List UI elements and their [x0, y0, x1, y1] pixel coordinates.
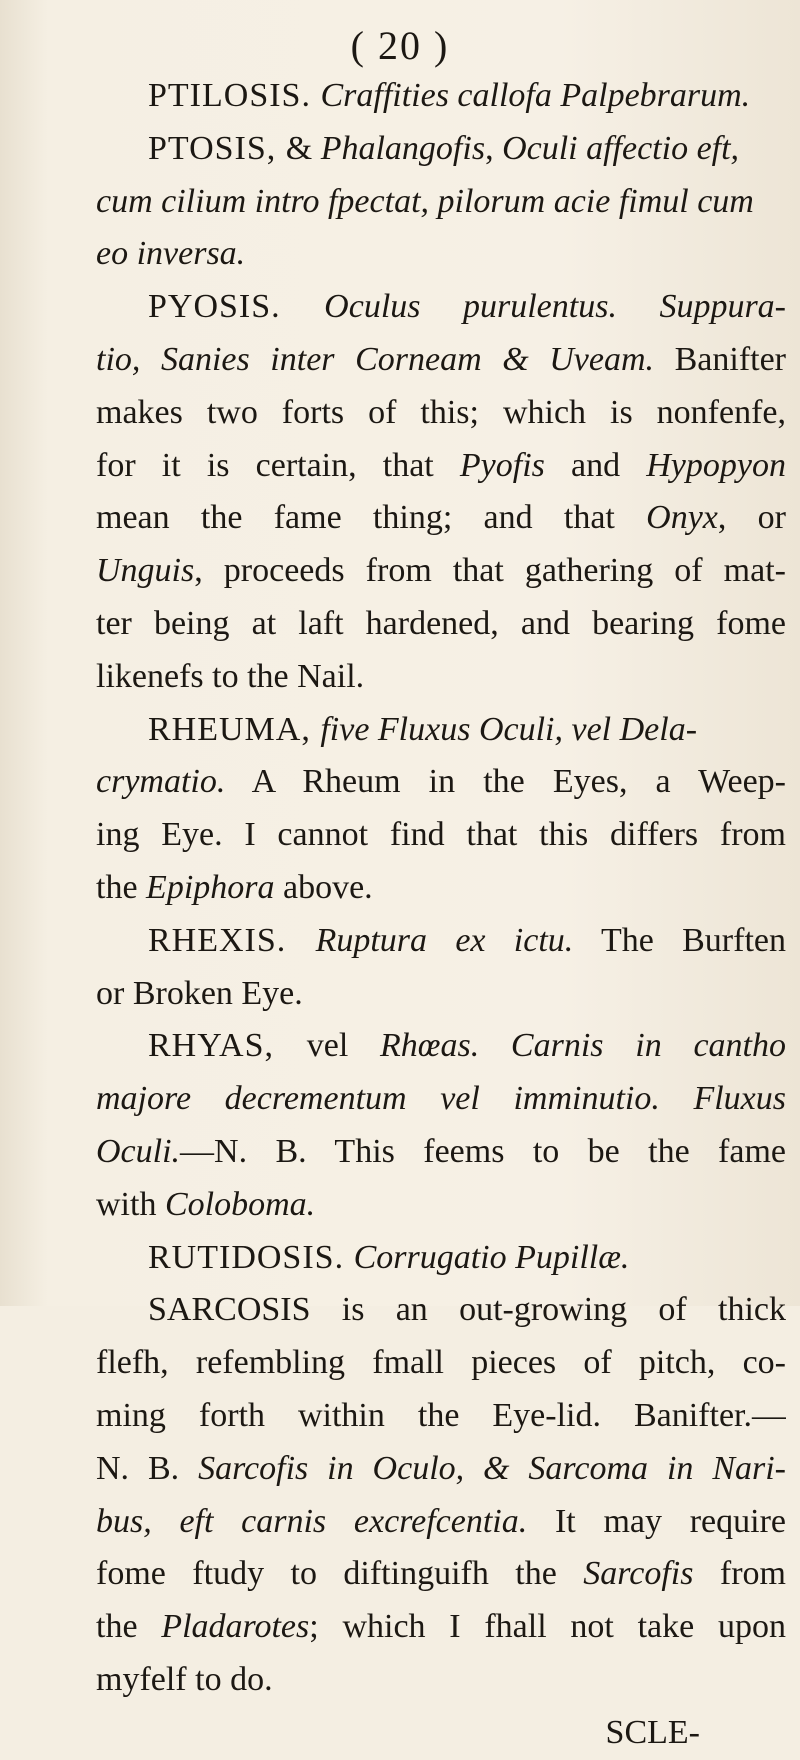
roman-text: RHYAS, [148, 1027, 307, 1065]
text-line [96, 70, 786, 123]
roman-text: , or [717, 499, 786, 537]
roman-text: and [544, 446, 647, 484]
text-line [96, 1390, 786, 1443]
roman-text: , [485, 129, 503, 167]
body-text [96, 70, 786, 1760]
text-line [96, 1496, 786, 1549]
roman-text: , proceeds from that gathering of mat- [194, 552, 786, 590]
italic-text: Oculi. [96, 1132, 181, 1170]
text-line [96, 228, 786, 281]
roman-text: mean the fame thing; and that [96, 499, 647, 537]
italic-text: Onyx [646, 499, 718, 537]
roman-text: above. [274, 868, 373, 906]
italic-text: Pyofis [459, 446, 545, 484]
page-number: ( 20 ) [350, 23, 450, 68]
italic-text: Hypopyon [646, 446, 786, 484]
text-line [96, 809, 786, 862]
italic-text: eo inversa. [96, 235, 246, 273]
text-line [96, 1337, 786, 1390]
roman-text: —N. B. This feems to be the fame [180, 1132, 786, 1170]
roman-text: RHEUMA, [148, 710, 321, 748]
roman-text: Banifter [654, 340, 786, 378]
roman-text: RUTIDOSIS. [148, 1238, 354, 1276]
text-line [96, 1548, 786, 1601]
text-line [96, 440, 786, 493]
text-line [96, 387, 786, 440]
catchword: SCLE- [605, 1713, 700, 1751]
roman-text: makes two forts of this; which is nonfenfe, [96, 393, 786, 431]
roman-text: RHEXIS. [148, 921, 316, 959]
italic-text: Oculi affectio eft, [502, 129, 740, 167]
italic-text: Epiphora [146, 868, 275, 906]
roman-text: PTILOSIS. [148, 77, 321, 114]
roman-text: with [96, 1185, 165, 1223]
italic-text: Rhœas. Carnis in cantho [380, 1027, 786, 1065]
text-line [96, 1601, 786, 1654]
text-line [96, 176, 786, 229]
italic-text: Pladarotes [161, 1608, 310, 1646]
roman-text: for it is certain, that [96, 446, 460, 484]
roman-text: It may require [527, 1502, 786, 1540]
text-line [96, 545, 786, 598]
roman-text: A Rheum in the Eyes, a Weep- [225, 763, 786, 801]
text-line [96, 704, 786, 757]
text-line [96, 492, 786, 545]
roman-text: & [285, 129, 321, 167]
text-line [96, 1073, 786, 1126]
italic-text: Unguis [96, 552, 195, 590]
italic-text: Craffities callofa Palpebrarum. [320, 77, 751, 114]
roman-text: PTOSIS, [148, 129, 286, 167]
italic-text: bus, eft carnis excrefcentia. [96, 1502, 528, 1540]
italic-text: Phalangofis [320, 129, 486, 167]
text-line [96, 1179, 786, 1232]
roman-text: the [96, 868, 147, 906]
text-line [96, 968, 786, 1021]
italic-text: Coloboma. [164, 1185, 316, 1223]
italic-text: tio, Sanies inter Corneam & Uveam. [96, 340, 655, 378]
italic-text: Ruptura ex ictu. [315, 921, 574, 959]
text-line [96, 1020, 786, 1073]
text-line [96, 1232, 786, 1285]
italic-text: Sarcofis [583, 1555, 694, 1593]
italic-text: crymatio. [96, 763, 226, 801]
roman-text: likenefs to the Nail. [96, 657, 365, 695]
roman-text: vel [306, 1027, 381, 1065]
roman-text: ter being at laft hardened, and bearing fome [96, 604, 786, 642]
text-line [96, 1443, 786, 1496]
roman-text: fome ftudy to diftinguifh the [96, 1555, 584, 1593]
italic-text: Sarcofis in Oculo, & Sarcoma in Nari- [198, 1449, 786, 1487]
italic-text: five Fluxus Oculi, vel Dela- [320, 710, 698, 748]
italic-text: majore decrementum vel imminutio. Fluxus [96, 1080, 786, 1118]
roman-text: myfelf to do. [96, 1660, 273, 1698]
roman-text: from [693, 1555, 786, 1593]
text-line [96, 598, 786, 651]
italic-text: Oculus purulentus. Suppura- [324, 288, 786, 326]
italic-text: Corrugatio Pupillæ. [353, 1238, 630, 1276]
roman-text: or Broken Eye. [96, 974, 303, 1012]
roman-text: ming forth within the Eye-lid. Banifter.— [96, 1396, 786, 1434]
roman-text: the [96, 1608, 162, 1646]
roman-text: The Burften [573, 921, 786, 959]
italic-text: cum cilium intro fpectat, pilorum acie fimul cum [96, 182, 754, 220]
text-line [96, 334, 786, 387]
roman-text: flefh, refembling fmall pieces of pitch, co- [96, 1344, 786, 1382]
text-line [96, 756, 786, 809]
text-line [96, 862, 786, 915]
roman-text: ing Eye. I cannot find that this differs from [96, 816, 786, 854]
text-line [96, 1654, 786, 1707]
roman-text: ; which I fhall not take upon [309, 1608, 786, 1646]
text-line [96, 651, 786, 704]
text-line [96, 1126, 786, 1179]
text-line [96, 281, 786, 334]
text-line [96, 123, 786, 176]
roman-text: PYOSIS. [148, 288, 325, 326]
roman-text: N. B. [96, 1449, 199, 1487]
text-line [96, 915, 786, 968]
roman-text: SARCOSIS is an out-growing of thick [148, 1291, 786, 1329]
text-line [96, 1284, 786, 1337]
